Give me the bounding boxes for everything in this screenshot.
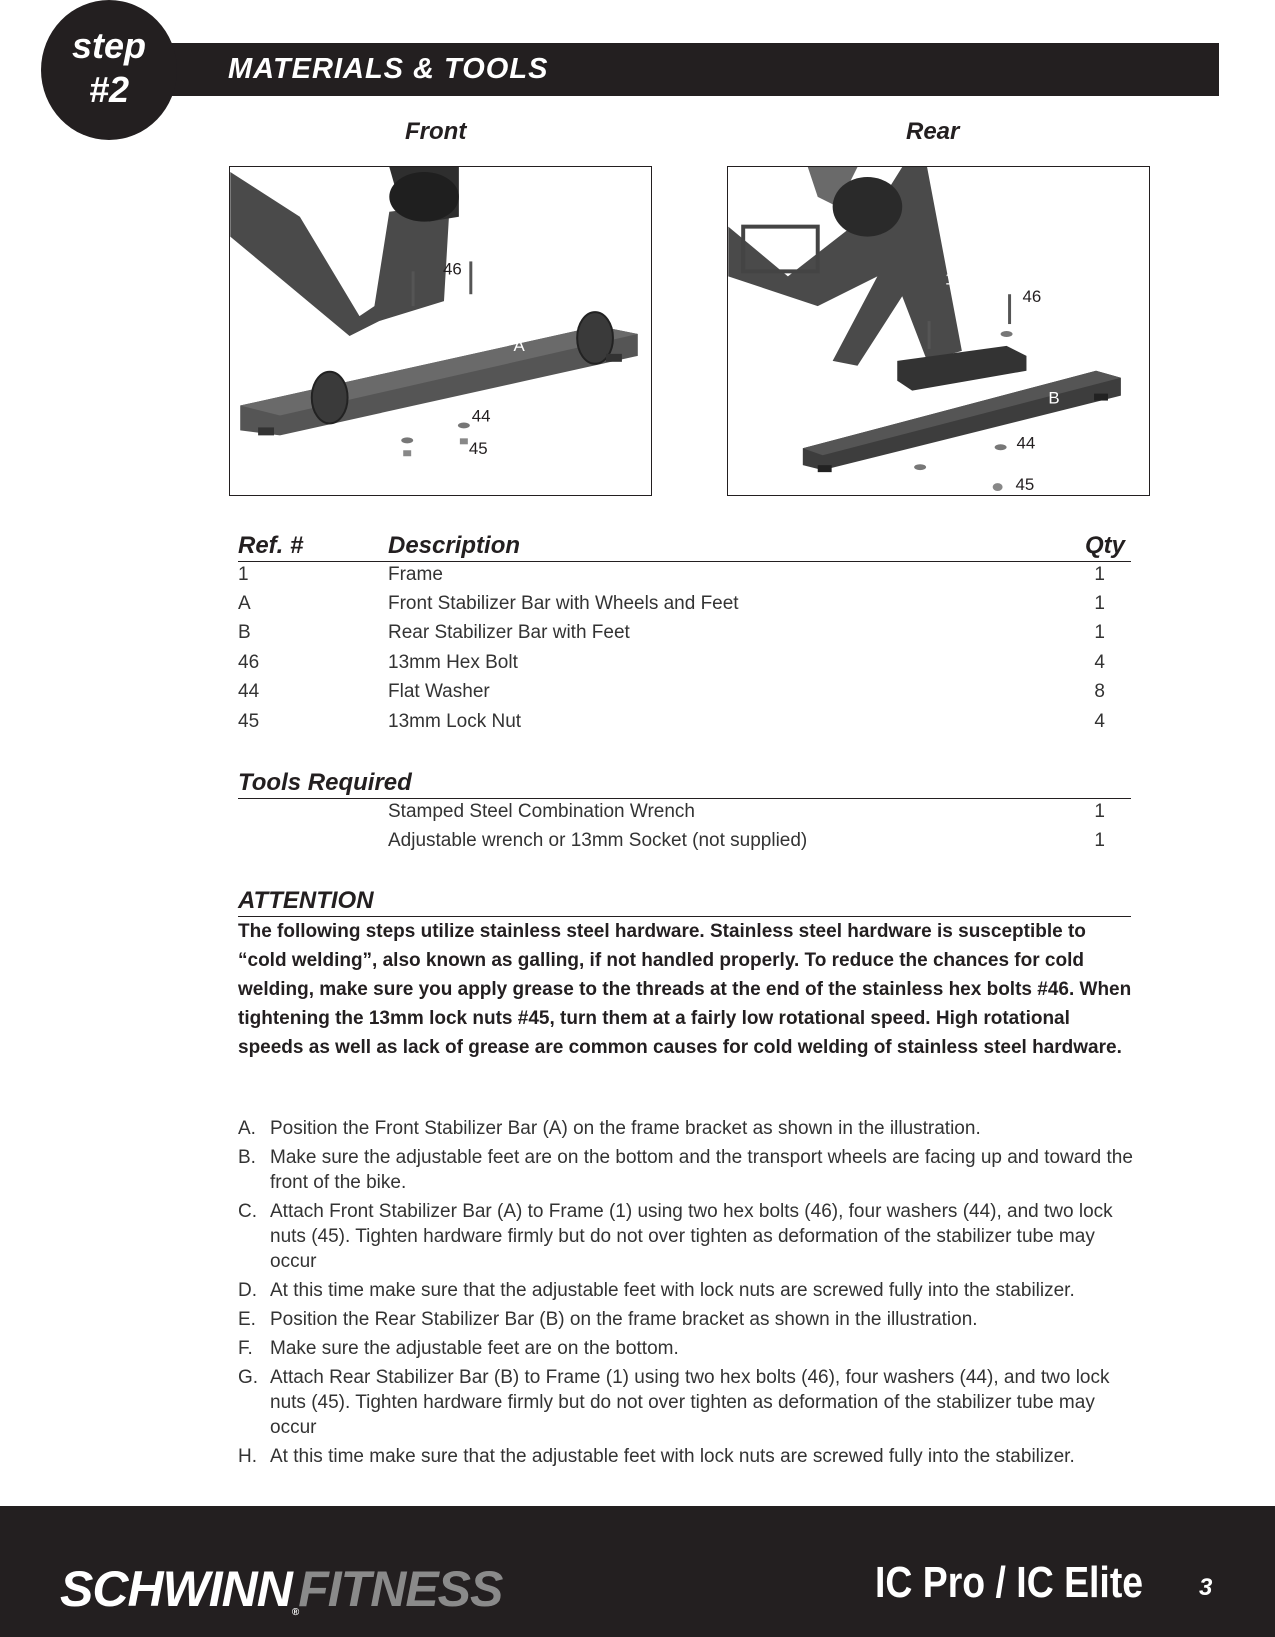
step-letter: H. bbox=[238, 1446, 257, 1467]
front-figure-label: Front bbox=[405, 118, 467, 145]
instruction-list bbox=[238, 1116, 1138, 1473]
part-ref: 46 bbox=[238, 652, 260, 673]
part-ref: A bbox=[238, 593, 251, 614]
svg-text:A: A bbox=[513, 335, 525, 355]
rear-illustration bbox=[727, 166, 1150, 496]
step-text: Make sure the adjustable feet are on the bottom. bbox=[270, 1338, 679, 1359]
part-qty: 8 bbox=[1094, 681, 1105, 702]
rear-figure-label: Rear bbox=[906, 118, 960, 145]
qty-column-header: Qty bbox=[1084, 532, 1125, 559]
tool-description: Adjustable wrench or 13mm Socket (not supplied) bbox=[388, 830, 808, 851]
table-row bbox=[238, 677, 1131, 706]
part-qty: 1 bbox=[1094, 622, 1105, 643]
attention-heading bbox=[238, 886, 1131, 917]
table-row bbox=[238, 797, 1131, 826]
header-bar bbox=[140, 43, 1219, 96]
attention-heading-text: ATTENTION bbox=[238, 887, 374, 914]
svg-text:45: 45 bbox=[1015, 475, 1035, 495]
part-ref: B bbox=[238, 622, 251, 643]
svg-text:1: 1 bbox=[369, 241, 379, 261]
table-row bbox=[238, 648, 1131, 677]
logo-registered-mark: ® bbox=[291, 1607, 299, 1618]
page-number: 3 bbox=[1199, 1574, 1213, 1601]
rear-assembly-drawing bbox=[728, 167, 1149, 495]
svg-text:46: 46 bbox=[442, 259, 462, 279]
brand-logo bbox=[60, 1560, 502, 1618]
front-illustration bbox=[229, 166, 652, 496]
step-letter: C. bbox=[238, 1201, 257, 1222]
table-row bbox=[238, 618, 1131, 647]
list-item bbox=[238, 1336, 1138, 1361]
part-qty: 4 bbox=[1094, 652, 1105, 673]
part-description: 13mm Lock Nut bbox=[388, 711, 522, 732]
step-text: Make sure the adjustable feet are on the bottom and the transport wheels are facing up and toward the front of the bike. bbox=[270, 1147, 1133, 1193]
step-text: Attach Rear Stabilizer Bar (B) to Frame (1) using two hex bolts (46), four washers (44), and two lock nuts (45). Tighten hardware firmly but do not over tighten as deformation of the stabilizer tube may occur bbox=[270, 1367, 1110, 1438]
part-qty: 4 bbox=[1094, 711, 1105, 732]
list-item bbox=[238, 1307, 1138, 1332]
page-title: MATERIALS & TOOLS bbox=[228, 53, 549, 85]
tool-qty: 1 bbox=[1094, 801, 1105, 822]
parts-table-header bbox=[238, 531, 1131, 562]
part-ref: 1 bbox=[238, 564, 249, 585]
model-name: IC Pro / IC Elite bbox=[875, 1558, 1144, 1607]
step-letter: G. bbox=[238, 1367, 259, 1388]
step-number: #2 bbox=[88, 69, 130, 110]
svg-text:B: B bbox=[1048, 388, 1060, 408]
step-badge bbox=[41, 0, 177, 140]
description-column-header: Description bbox=[388, 532, 521, 559]
part-qty: 1 bbox=[1094, 593, 1105, 614]
svg-text:44: 44 bbox=[1016, 433, 1036, 453]
list-item bbox=[238, 1278, 1138, 1303]
list-item bbox=[238, 1116, 1138, 1141]
footer bbox=[0, 1506, 1275, 1637]
ref-column-header: Ref. # bbox=[238, 532, 304, 559]
list-item bbox=[238, 1365, 1138, 1440]
svg-text:1: 1 bbox=[944, 269, 955, 289]
step-text: Position the Rear Stabilizer Bar (B) on the frame bracket as shown in the illustration. bbox=[270, 1309, 978, 1330]
list-item bbox=[238, 1199, 1138, 1274]
part-ref: 44 bbox=[238, 681, 260, 702]
step-label: step bbox=[71, 25, 147, 66]
table-row bbox=[238, 707, 1131, 736]
step-letter: E. bbox=[238, 1309, 256, 1330]
attention-text: The following steps utilize stainless steel hardware. Stainless steel hardware is susceptible to “cold welding”, also known as galling, if not handled properly. To reduce the chances for cold welding, make sure you apply grease to the threads at the end of the stainless hex bolts #46. When tightening the 13mm lock nuts #45, turn them at a fairly low rotational speed. High rotational speeds as well as lack of grease are common causes for cold welding of stainless steel hardware. bbox=[238, 921, 1132, 1058]
tool-qty: 1 bbox=[1094, 830, 1105, 851]
step-text: Attach Front Stabilizer Bar (A) to Frame (1) using two hex bolts (46), four washers (44), and two lock nuts (45). Tighten hardware firmly but do not over tighten as deformation of the stabilizer tube may occur bbox=[270, 1201, 1113, 1272]
step-letter: F. bbox=[238, 1338, 253, 1359]
svg-text:44: 44 bbox=[471, 406, 491, 426]
tool-description: Stamped Steel Combination Wrench bbox=[388, 801, 695, 822]
svg-text:45: 45 bbox=[468, 439, 488, 459]
step-letter: A. bbox=[238, 1118, 256, 1139]
part-description: Frame bbox=[388, 564, 443, 585]
part-description: Flat Washer bbox=[388, 681, 490, 702]
list-item bbox=[238, 1444, 1138, 1469]
part-description: Rear Stabilizer Bar with Feet bbox=[388, 622, 630, 643]
front-assembly-drawing bbox=[230, 167, 651, 495]
tools-heading-text: Tools Required bbox=[238, 769, 412, 796]
part-description: Front Stabilizer Bar with Wheels and Feet bbox=[388, 593, 739, 614]
table-row bbox=[238, 560, 1131, 589]
part-ref: 45 bbox=[238, 711, 260, 732]
step-text: At this time make sure that the adjustable feet with lock nuts are screwed fully into the stabilizer. bbox=[270, 1280, 1075, 1301]
svg-text:46: 46 bbox=[1022, 287, 1042, 307]
step-text: Position the Front Stabilizer Bar (A) on the frame bracket as shown in the illustration. bbox=[270, 1118, 981, 1139]
logo-fitness: FITNESS bbox=[298, 1561, 503, 1617]
table-row bbox=[238, 826, 1131, 855]
step-text: At this time make sure that the adjustable feet with lock nuts are screwed fully into the stabilizer. bbox=[270, 1446, 1075, 1467]
step-letter: B. bbox=[238, 1147, 256, 1168]
step-letter: D. bbox=[238, 1280, 257, 1301]
tools-heading bbox=[238, 768, 1131, 799]
part-qty: 1 bbox=[1094, 564, 1105, 585]
part-description: 13mm Hex Bolt bbox=[388, 652, 518, 673]
table-row bbox=[238, 589, 1131, 618]
logo-schwinn: SCHWINN bbox=[60, 1561, 292, 1617]
list-item bbox=[238, 1145, 1138, 1195]
